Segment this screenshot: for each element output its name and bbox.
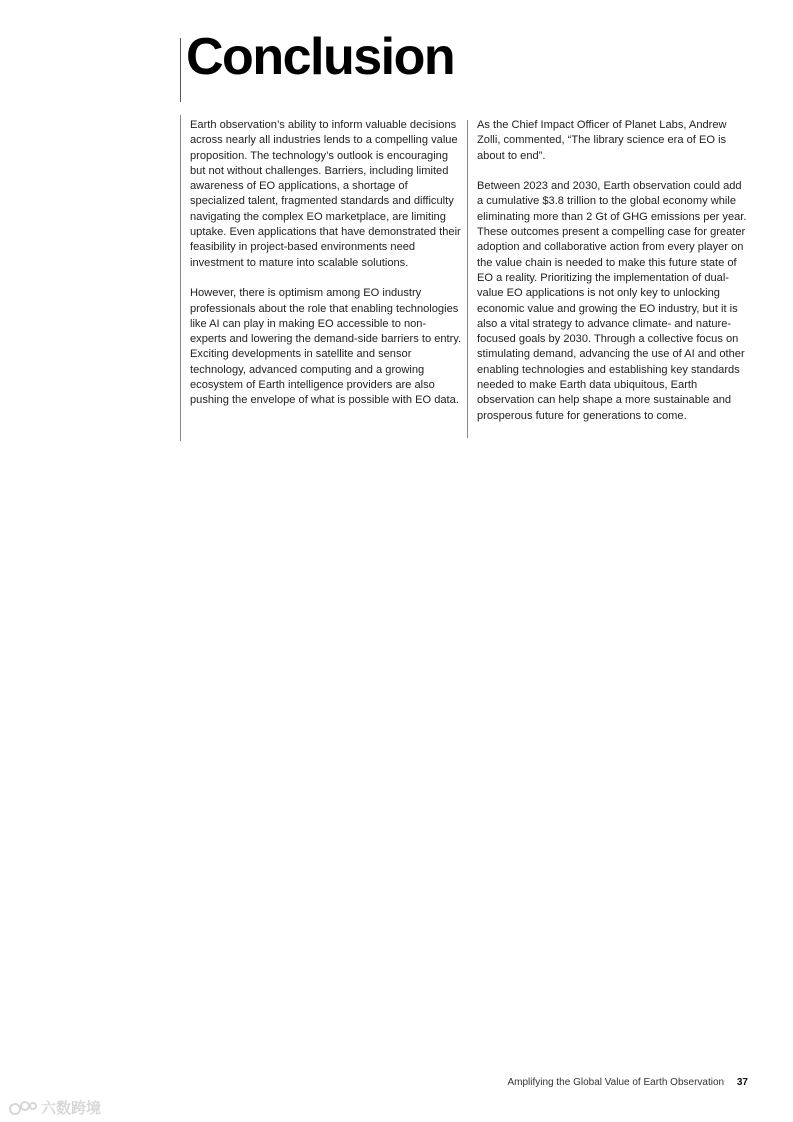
body-paragraph: However, there is optimism among EO industry professionals about the role that enabling technologies like AI can play in making EO accessible to non-experts and lowering the demand-side barriers to entry. Exciting developments in satellite and sensor technology, advanced computing and a growing ecosystem of Earth intelligence providers are also pushing the envelope of what is possible with EO data. xyxy=(190,287,462,407)
page-title: Conclusion xyxy=(186,28,455,86)
right-column-rule xyxy=(467,120,468,438)
footer-report-title: Amplifying the Global Value of Earth Observation xyxy=(507,1077,725,1088)
page-footer xyxy=(507,1077,748,1088)
right-column xyxy=(477,118,749,439)
watermark-text: 六数跨境 xyxy=(41,1100,102,1117)
body-paragraph: As the Chief Impact Officer of Planet Labs, Andrew Zolli, commented, “The library science era of EO is about to end”. xyxy=(477,119,727,162)
body-paragraph: Between 2023 and 2030, Earth observation could add a cumulative $3.8 trillion to the global economy while eliminating more than 2 Gt of GHG emissions per year. These outcomes present a compelling case for greater adoption and collaborative action from every player on the value chain is needed to make this future state of EO a reality. Prioritizing the implementation of dual-value EO applications is not only key to unlocking economic value and growing the EO industry, but it is also a vital strategy to advance climate- and nature-focused goals by 2030. Through a collective focus on stimulating demand, advancing the use of AI and other enabling technologies and establishing key standards needed to make Earth data ubiquitous, Earth observation can help shape a more sustainable and prosperous future for generations to come. xyxy=(477,180,747,422)
body-paragraph: Earth observation’s ability to inform valuable decisions across nearly all industries lends to a compelling value proposition. The technology’s outlook is encouraging but not without challenges. Barriers, including limited awareness of EO applications, a shortage of specialized talent, fragmented standards and difficulty navigating the complex EO marketplace, are limiting uptake. Even applications that have demonstrated their feasibility in project-based environments need investment to mature into scalable solutions. xyxy=(190,119,461,269)
left-column xyxy=(190,118,462,424)
watermark xyxy=(8,1097,101,1118)
left-column-rule xyxy=(180,115,181,441)
title-rule xyxy=(180,38,181,102)
page-number: 37 xyxy=(736,1077,748,1088)
watermark-logo-icon xyxy=(8,1099,38,1117)
